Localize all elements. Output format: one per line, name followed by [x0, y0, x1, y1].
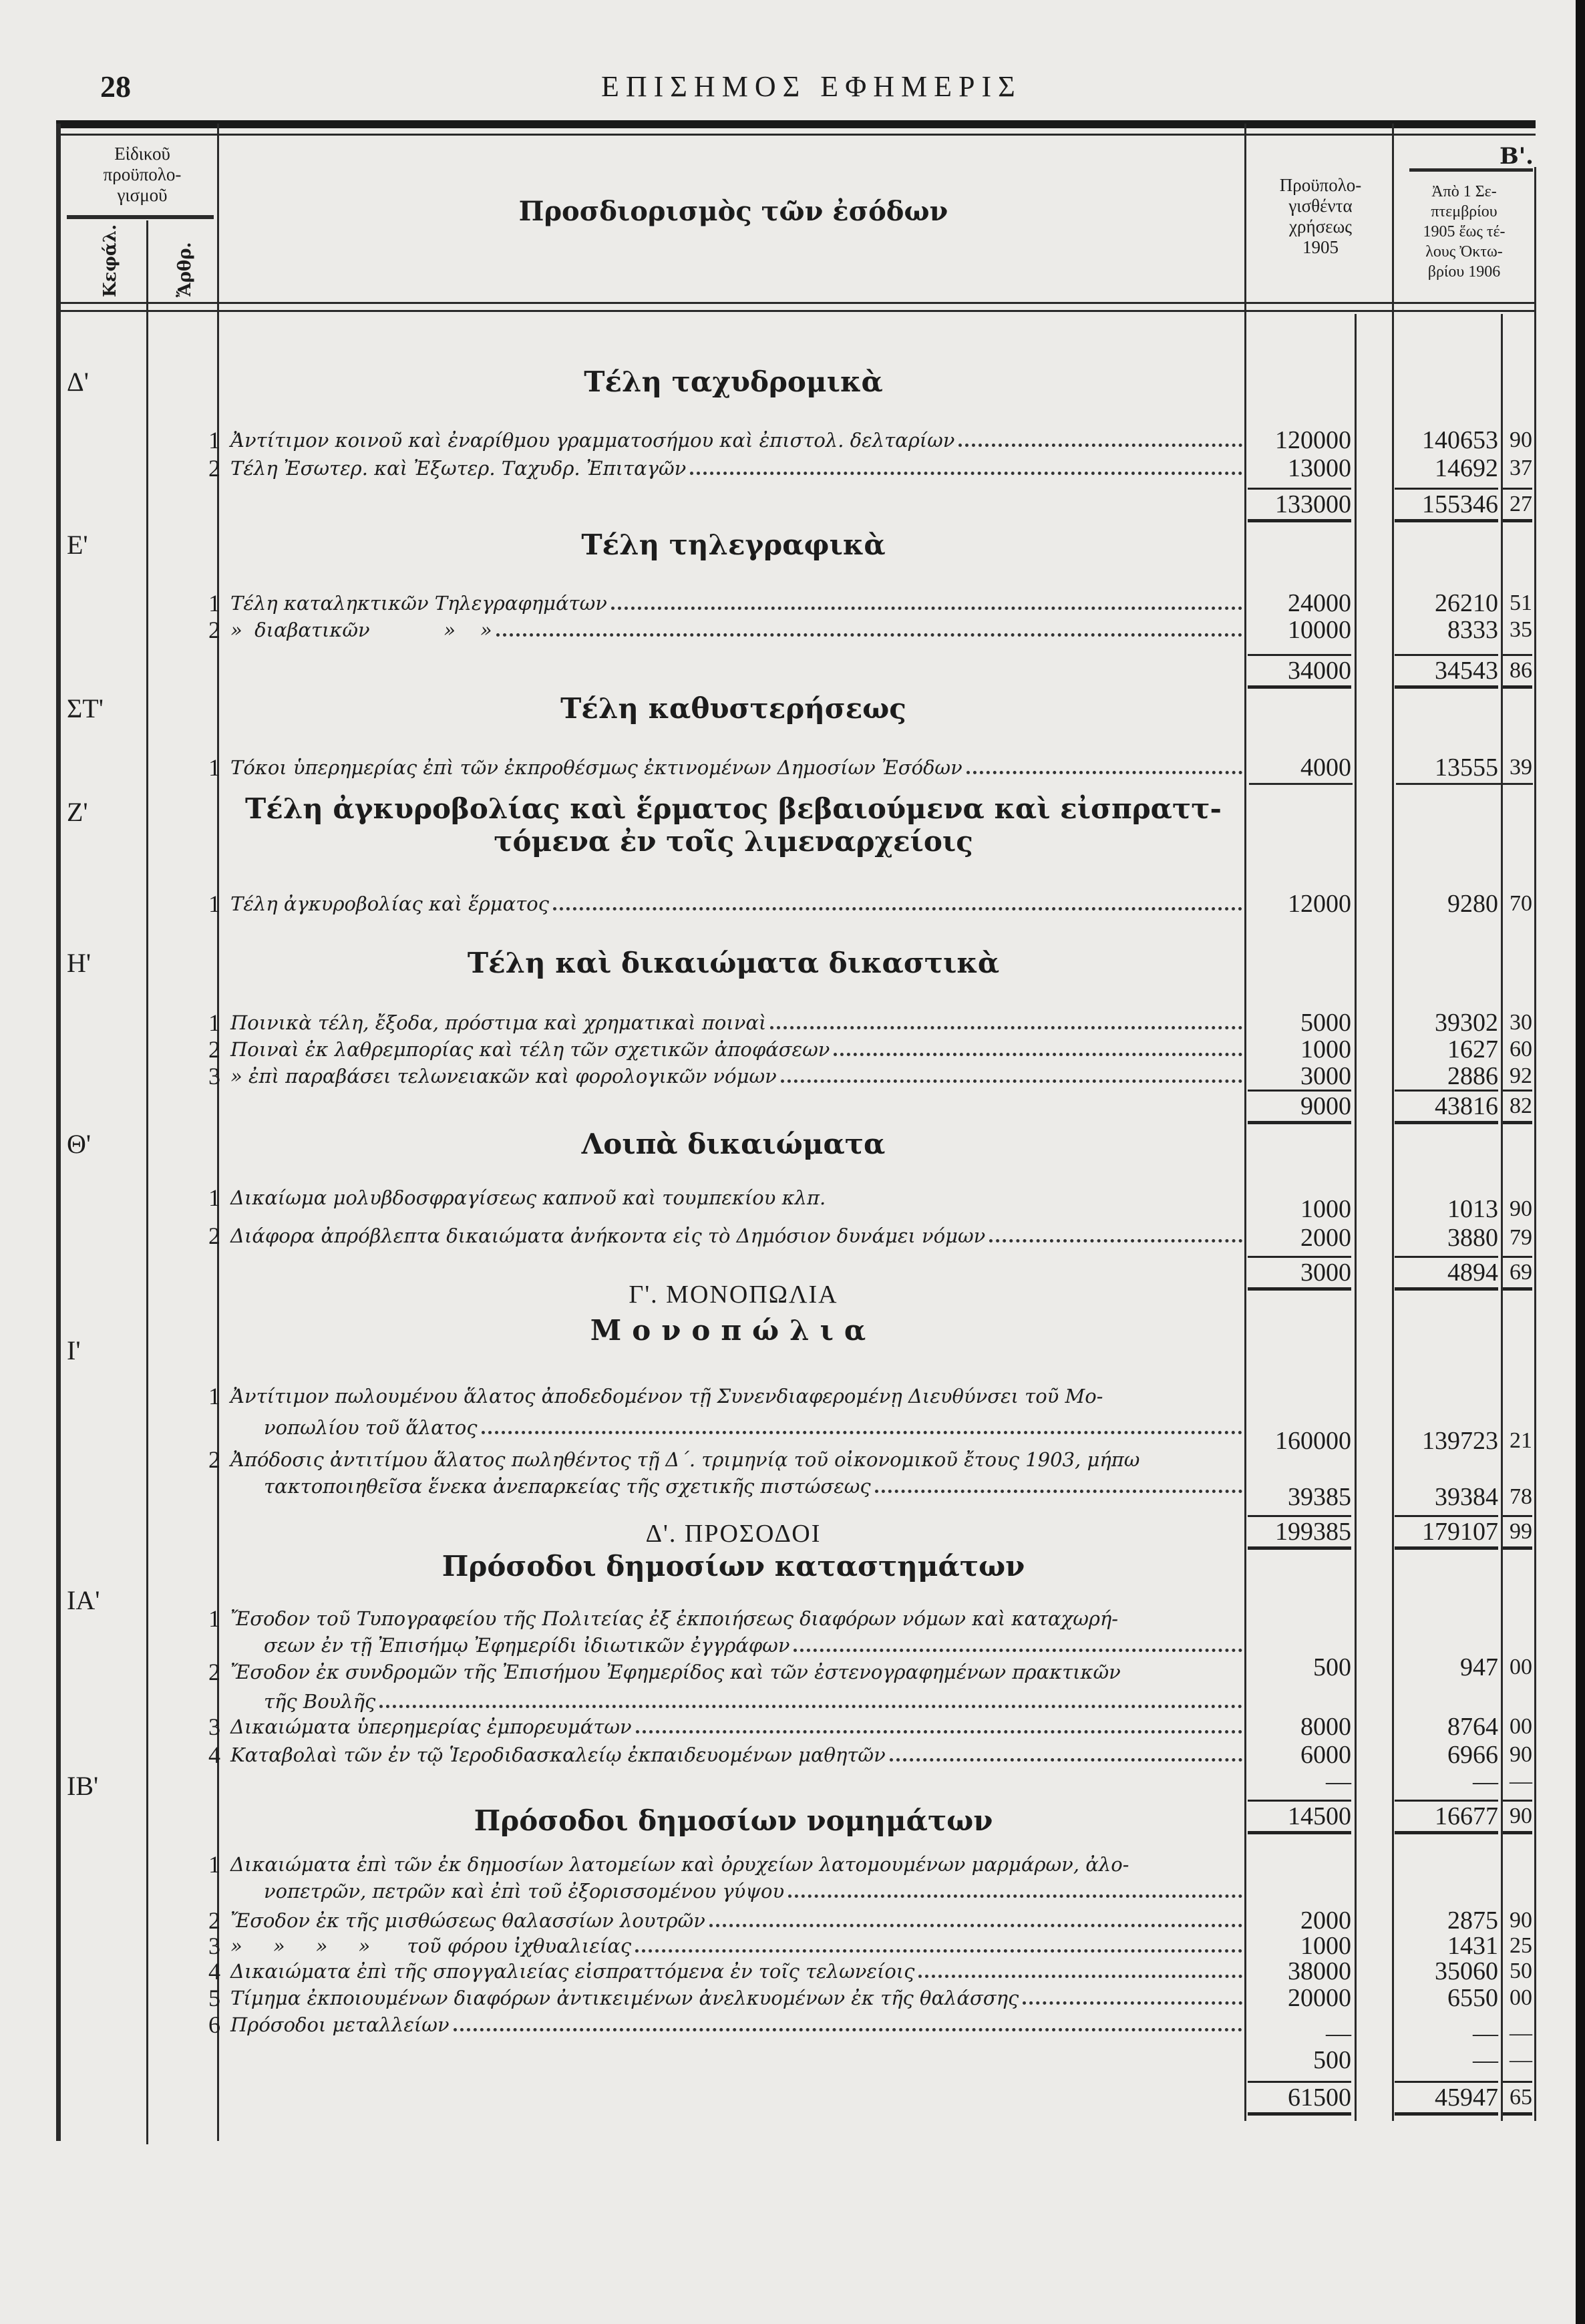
total-budget: 3000	[1248, 1256, 1351, 1291]
row-text: Ἔσοδον τοῦ Τυπογραφείου τῆς Πολιτείας ἐξ ἐκποιήσεως διαφόρων νόμων καὶ καταχωρή-	[230, 1607, 1119, 1630]
budget-value: 4000	[1300, 754, 1351, 782]
dot-leader	[794, 1631, 1242, 1652]
dot-leader	[636, 1712, 1242, 1733]
row-text: Πρόσοδοι μεταλλείων	[230, 2013, 450, 2036]
header-text: βρίου 1906	[1427, 263, 1501, 281]
sum-rule	[1396, 783, 1533, 785]
section-title: Μονοπώλια	[590, 1314, 877, 1347]
row-text: Ἔσοδον ἐκ τῆς μισθώσεως θαλασσίων λουτρῶν	[230, 1909, 705, 1932]
dot-leader	[989, 1221, 1242, 1242]
article-number: 6	[208, 2011, 220, 2038]
row-text: Ἀπόδοσις ἀντιτίμου ἅλατος πωληθέντος τῇ Δ΄. τριμηνίᾳ τοῦ οἰκονομικοῦ ἔτους 1903, μήπω	[230, 1448, 1140, 1471]
row-text: Τέλη καταληκτικῶν Τηλεγραφημάτων	[230, 592, 607, 615]
header-article: Ἄρθρ.	[175, 242, 195, 297]
actual-value: 14692	[1435, 454, 1498, 482]
article-number: 3	[208, 1713, 220, 1740]
row-text: Ἀντίτιμον πωλουμένου ἅλατος ἀποδεδομένον τῇ Συνενδιαφερομένῃ Διευθύνσει τοῦ Μο-	[230, 1385, 1103, 1407]
total-decimals: 27	[1503, 488, 1532, 522]
row-text: Τόκοι ὑπερημερίας ἐπὶ τῶν ἐκπροθέσμως ἐκτινομένων Δημοσίων Ἐσόδων	[230, 756, 962, 779]
extra-decimals: —	[1510, 2047, 1532, 2072]
section-title: Πρόσοδοι δημοσίων νομημάτων	[474, 1804, 993, 1837]
dot-leader	[1125, 1657, 1242, 1679]
header-text: 1905	[1302, 237, 1339, 257]
chapter-label: Ζ'	[67, 797, 88, 827]
actual-decimals: 39	[1510, 755, 1532, 780]
top-rule-thin	[56, 134, 1536, 136]
row-description	[230, 753, 1242, 782]
actual-value: 947	[1460, 1653, 1498, 1681]
article-number: 2	[208, 617, 220, 643]
actual-value: —	[1473, 2019, 1498, 2047]
chapter-label: ΙΑ'	[67, 1585, 100, 1615]
gazette-title: ΕΠΙΣΗΜΟΣ ΕΦΗΜΕΡΙΣ	[601, 70, 1022, 103]
actual-decimals: 70	[1510, 891, 1532, 916]
row-description	[230, 1604, 1242, 1633]
article-number: 2	[208, 1659, 220, 1685]
article-number: 5	[208, 1985, 220, 2011]
total-actual: 45947	[1395, 2081, 1498, 2116]
row-description	[230, 426, 1242, 455]
total-decimals: 99	[1503, 1515, 1532, 1550]
total-decimals: 82	[1503, 1090, 1532, 1124]
extra-budget-value: 500	[1313, 2046, 1351, 2074]
actual-value: 13555	[1435, 754, 1498, 782]
header-text: γισμοῦ	[117, 185, 168, 205]
row-description	[230, 454, 1242, 483]
decimals-dash: —	[1510, 1769, 1532, 1794]
header-actual	[1395, 182, 1534, 282]
actual-decimals: 51	[1510, 591, 1532, 615]
article-number: 1	[208, 754, 220, 781]
header-bottom-rule-2	[56, 310, 1536, 312]
dot-leader	[781, 1061, 1242, 1083]
total-decimals: 69	[1503, 1256, 1532, 1291]
row-description	[230, 1035, 1242, 1064]
total-actual: 155346	[1395, 488, 1498, 522]
chapter-label: Θ'	[67, 1129, 92, 1159]
actual-decimals: 92	[1510, 1063, 1532, 1088]
section-title: Τέλη ταχυδρομικὰ	[584, 365, 883, 398]
row-description	[230, 1381, 1242, 1411]
dot-leader	[958, 426, 1242, 447]
actual-decimals: 90	[1510, 1908, 1532, 1933]
row-text: τῆς Βουλῆς	[264, 1690, 376, 1713]
dot-leader	[875, 1472, 1242, 1493]
row-text: Ἔσοδον ἐκ συνδρομῶν τῆς Ἐπισήμου Ἐφημερίδος καὶ τῶν ἐστενογραφημένων πρακτικῶν	[230, 1661, 1121, 1683]
actual-value: 140653	[1422, 426, 1498, 454]
budget-value: —	[1326, 2019, 1351, 2047]
actual-value: 39302	[1435, 1009, 1498, 1037]
section-title: Τέλη καθυστερήσεως	[560, 692, 906, 725]
actual-decimals: 30	[1510, 1010, 1532, 1035]
total-budget: 61500	[1248, 2081, 1351, 2116]
budget-value: 8000	[1300, 1713, 1351, 1741]
actual-value: 6550	[1447, 1984, 1498, 2012]
total-budget: 133000	[1248, 488, 1351, 522]
actual-decimals: 79	[1510, 1225, 1532, 1250]
extra-actual-value: —	[1473, 2046, 1498, 2074]
section-title: Τέλη τηλεγραφικὰ	[581, 528, 886, 561]
article-number: 1	[208, 1851, 220, 1878]
description-col-line	[1244, 124, 1246, 2121]
dot-leader	[1133, 1850, 1242, 1871]
row-description	[230, 1445, 1242, 1474]
actual-decimals: 78	[1510, 1484, 1532, 1509]
chapter-label: Ε'	[67, 530, 88, 560]
actual-decimals: 21	[1510, 1428, 1532, 1453]
actual-value: 8764	[1447, 1713, 1498, 1741]
row-text: » διαβατικῶν » »	[230, 619, 492, 641]
row-text: νοπετρῶν, πετρῶν καὶ ἐπὶ τοῦ ἐξορισσομένου γύψου	[264, 1880, 785, 1902]
dot-leader	[709, 1906, 1242, 1927]
header-text: λους Ὀκτω-	[1425, 243, 1503, 261]
actual-value: 39384	[1435, 1483, 1498, 1511]
row-text: Δικαιώματα ἐπὶ τῶν ἐκ δημοσίων λατομείων καὶ ὀρυχείων λατομουμένων μαρμάρων, ἀλο-	[230, 1853, 1129, 1876]
article-number: 2	[208, 455, 220, 482]
article-number: 1	[208, 427, 220, 454]
header-text: γισθέντα	[1288, 196, 1353, 216]
total-budget: 34000	[1248, 654, 1351, 689]
row-text: νοπωλίου τοῦ ἅλατος	[264, 1416, 478, 1439]
actual-value: 9280	[1447, 890, 1498, 918]
dot-leader	[830, 1183, 1242, 1204]
header-chapter: Κεφάλ.	[100, 224, 120, 297]
header-text: Εἰδικοῦ	[114, 144, 170, 164]
article-number: 2	[208, 1036, 220, 1063]
row-text: Τίμημα ἐκποιουμένων διαφόρων ἀντικειμένων ἀνελκυομένων ἐκ τῆς θαλάσσης	[230, 1987, 1019, 2009]
chapter-label: ΙΒ'	[67, 1771, 99, 1801]
budget-value: 2000	[1300, 1906, 1351, 1935]
section-title-line: Τέλη ἀγκυροβολίας καὶ ἕρματος βεβαιούμενα καὶ εἰσπραττ-	[245, 792, 1222, 825]
actual-decimals: 25	[1510, 1933, 1532, 1958]
row-description	[230, 889, 1242, 919]
actual-decimals: 00	[1510, 1714, 1532, 1739]
row-text: Ἀντίτιμον κοινοῦ καὶ ἐναρίθμου γραμματοσήμου καὶ ἐπιστολ. δελταρίων	[230, 429, 955, 452]
row-description	[230, 615, 1242, 645]
article-number: 1	[208, 890, 220, 917]
actual-decimals: 50	[1510, 1959, 1532, 1983]
dot-leader	[1023, 1983, 1242, 2005]
article-number: 2	[208, 1446, 220, 1473]
row-description-cont	[264, 1876, 1242, 1906]
budget-value: 10000	[1288, 616, 1351, 644]
header-bottom-rule	[56, 302, 1536, 304]
budget-value: 13000	[1288, 454, 1351, 482]
section-title-line: τόμενα ἐν τοῖς λιμεναρχείοις	[494, 825, 973, 858]
row-text: Διάφορα ἀπρόβλεπτα δικαιώματα ἀνήκοντα εἰς τὸ Δημόσιον δυνάμει νόμων	[230, 1224, 986, 1247]
budget-col-line	[1392, 124, 1394, 2121]
dot-leader	[454, 2010, 1242, 2031]
actual-value: 26210	[1435, 589, 1498, 617]
article-number: 2	[208, 1222, 220, 1249]
total-actual: 34543	[1395, 654, 1498, 689]
budget-sub-line	[1355, 314, 1357, 2121]
article-number: 1	[208, 1383, 220, 1409]
dot-leader	[690, 454, 1242, 475]
row-description	[230, 589, 1242, 618]
total-budget: 14500	[1248, 1800, 1351, 1834]
header-budget	[1249, 175, 1392, 258]
actual-decimals: 90	[1510, 1742, 1532, 1767]
budget-value: 1000	[1300, 1035, 1351, 1063]
right-border	[1534, 167, 1536, 2121]
actual-value: 1431	[1447, 1932, 1498, 1960]
row-text: Τέλη ἀγκυροβολίας καὶ ἕρματος	[230, 892, 549, 915]
row-text: Καταβολαὶ τῶν ἐν τῷ Ἱεροδιδασκαλείῳ ἐκπαιδευομένων μαθητῶν	[230, 1744, 886, 1766]
section-title: Πρόσοδοι δημοσίων καταστημάτων	[442, 1550, 1025, 1583]
actual-decimals: 37	[1510, 456, 1532, 480]
dot-leader	[1143, 1445, 1242, 1466]
row-description	[230, 1221, 1242, 1251]
row-description	[230, 1983, 1242, 2013]
article-number: 1	[208, 1605, 220, 1632]
actual-decimals: 90	[1510, 428, 1532, 452]
total-actual: 4894	[1395, 1256, 1498, 1291]
total-decimals: 86	[1503, 654, 1532, 689]
total-actual: 179107	[1395, 1515, 1498, 1550]
actual-decimals: 60	[1510, 1037, 1532, 1061]
header-sub-rule	[67, 215, 214, 219]
row-text: σεων ἐν τῇ Ἐπισήμῳ Ἐφημερίδι ἰδιωτικῶν ἐγγράφων	[264, 1634, 790, 1657]
budget-value: 39385	[1288, 1483, 1351, 1511]
header-special-budget	[72, 144, 212, 206]
actual-value: 6966	[1447, 1741, 1498, 1769]
chapter-label: Ι'	[67, 1335, 81, 1365]
row-text: » » » » τοῦ φόρου ἰχθυαλιείας	[230, 1935, 632, 1957]
actual-value: 139723	[1422, 1427, 1498, 1455]
actual-value: 3880	[1447, 1224, 1498, 1252]
row-description	[230, 2010, 1242, 2039]
budget-value: 1000	[1300, 1195, 1351, 1223]
dot-leader	[834, 1035, 1242, 1056]
dot-leader	[496, 615, 1242, 637]
dot-leader	[482, 1413, 1243, 1434]
chapter-label: ΣΤ'	[67, 693, 104, 723]
row-description	[230, 1008, 1242, 1037]
budget-value: 12000	[1288, 890, 1351, 918]
actual-decimals: 35	[1510, 617, 1532, 642]
actual-value: 2875	[1447, 1906, 1498, 1935]
budget-value: 38000	[1288, 1957, 1351, 1985]
article-number: 3	[208, 1933, 220, 1959]
dot-leader	[1122, 1604, 1242, 1625]
budget-value: 24000	[1288, 589, 1351, 617]
page-number: 28	[100, 69, 131, 104]
budget-value: 6000	[1300, 1741, 1351, 1769]
total-decimals: 90	[1503, 1800, 1532, 1834]
row-description	[230, 1183, 1242, 1212]
row-text: Ποινικὰ τέλη, ἔξοδα, πρόστιμα καὶ χρηματικαὶ ποιναὶ	[230, 1011, 767, 1034]
total-budget: 9000	[1248, 1090, 1351, 1124]
chapter-label: Η'	[67, 948, 92, 978]
row-text: Δικαιώματα ἐπὶ τῆς σπογγαλιείας εἰσπραττόμενα ἐν τοῖς τελωνείοις	[230, 1960, 915, 1983]
header-text: Ἀπὸ 1 Σε-	[1431, 183, 1497, 200]
row-description-cont	[264, 1631, 1242, 1660]
row-text: » ἐπὶ παραβάσει τελωνειακῶν καὶ φορολογικῶν νόμων	[230, 1065, 777, 1088]
budget-value: 120000	[1275, 426, 1351, 454]
dot-leader	[788, 1876, 1242, 1898]
top-rule	[56, 120, 1536, 128]
dot-leader	[890, 1740, 1242, 1762]
article-number: 1	[208, 1009, 220, 1036]
actual-value: 2886	[1447, 1062, 1498, 1090]
part-heading: Γ'. ΜΟΝΟΠΩΛΙΑ	[629, 1281, 838, 1309]
corner-mark: Β'.	[1500, 143, 1534, 170]
row-text: Τέλη Ἐσωτερ. καὶ Ἐξωτερ. Ταχυδρ. Ἐπιταγῶν	[230, 457, 687, 480]
header-text: πτεμβρίου	[1431, 203, 1498, 220]
section-title: Λοιπὰ δικαιώματα	[581, 1128, 886, 1160]
actual-dash: —	[1473, 1768, 1498, 1796]
actual-value: 8333	[1447, 616, 1498, 644]
header-text: προϋπολο-	[103, 164, 182, 184]
total-budget: 199385	[1248, 1515, 1351, 1550]
header-description: Προσδιορισμὸς τῶν ἐσόδων	[518, 196, 948, 227]
row-text: Δικαίωμα μολυβδοσφραγίσεως καπνοῦ καὶ τουμπεκίου κλπ.	[230, 1186, 826, 1209]
dot-leader	[918, 1957, 1242, 1978]
budget-value: 3000	[1300, 1062, 1351, 1090]
row-description-cont	[264, 1472, 1242, 1501]
row-description-cont	[264, 1413, 1242, 1442]
article-number: 2	[208, 1907, 220, 1934]
row-description	[230, 1957, 1242, 1986]
budget-value: 2000	[1300, 1224, 1351, 1252]
article-number: 4	[208, 1958, 220, 1985]
actual-decimals: 00	[1510, 1985, 1532, 2010]
row-text: Ποιναὶ ἐκ λαθρεμπορίας καὶ τέλη τῶν σχετικῶν ἀποφάσεων	[230, 1038, 830, 1061]
article-number: 4	[208, 1741, 220, 1768]
row-description	[230, 1657, 1242, 1687]
dot-leader	[966, 753, 1242, 774]
chapter-col-line	[146, 220, 148, 2144]
chapter-label: Δ'	[67, 367, 89, 397]
dot-leader	[379, 1687, 1242, 1708]
sum-rule	[1249, 783, 1353, 785]
dot-leader	[611, 589, 1242, 610]
article-number: 3	[208, 1063, 220, 1090]
part-heading: Δ'. ΠΡΟΣΟΔΟΙ	[645, 1520, 822, 1548]
header-text: χρήσεως	[1289, 216, 1352, 236]
budget-dash: —	[1326, 1768, 1351, 1796]
dot-leader	[770, 1008, 1242, 1029]
budget-value: 1000	[1300, 1932, 1351, 1960]
actual-value: 35060	[1435, 1957, 1498, 1985]
section-title: Τέλη καὶ δικαιώματα δικαστικὰ	[467, 947, 1000, 979]
article-number: 1	[208, 590, 220, 617]
left-border	[56, 124, 61, 2141]
row-description	[230, 1061, 1242, 1091]
actual-decimals: 90	[1510, 1196, 1532, 1221]
dot-leader	[1107, 1381, 1242, 1403]
budget-value: 500	[1313, 1653, 1351, 1681]
article-number: 1	[208, 1184, 220, 1211]
row-text: Δικαιώματα ὑπερημερίας ἐμπορευμάτων	[230, 1715, 632, 1738]
actual-decimals: —	[1510, 2021, 1532, 2045]
dot-leader	[635, 1931, 1242, 1953]
total-decimals: 65	[1503, 2081, 1532, 2116]
header-text: Προϋπολο-	[1279, 175, 1362, 195]
total-actual: 16677	[1395, 1800, 1498, 1834]
scan-edge	[1576, 0, 1585, 2324]
header-text: 1905 ἕως τέ-	[1423, 223, 1506, 240]
budget-value: 5000	[1300, 1009, 1351, 1037]
row-text: τακτοποιηθεῖσα ἕνεκα ἀνεπαρκείας τῆς σχετικῆς πιστώσεως	[264, 1475, 871, 1498]
actual-value: 1013	[1447, 1195, 1498, 1223]
row-description	[230, 1712, 1242, 1741]
budget-value: 160000	[1275, 1427, 1351, 1455]
row-description	[230, 1740, 1242, 1770]
row-description	[230, 1850, 1242, 1879]
actual-value: 1627	[1447, 1035, 1498, 1063]
total-actual: 43816	[1395, 1090, 1498, 1124]
actual-decimals: 00	[1510, 1655, 1532, 1679]
budget-value: 20000	[1288, 1984, 1351, 2012]
dot-leader	[553, 889, 1242, 910]
